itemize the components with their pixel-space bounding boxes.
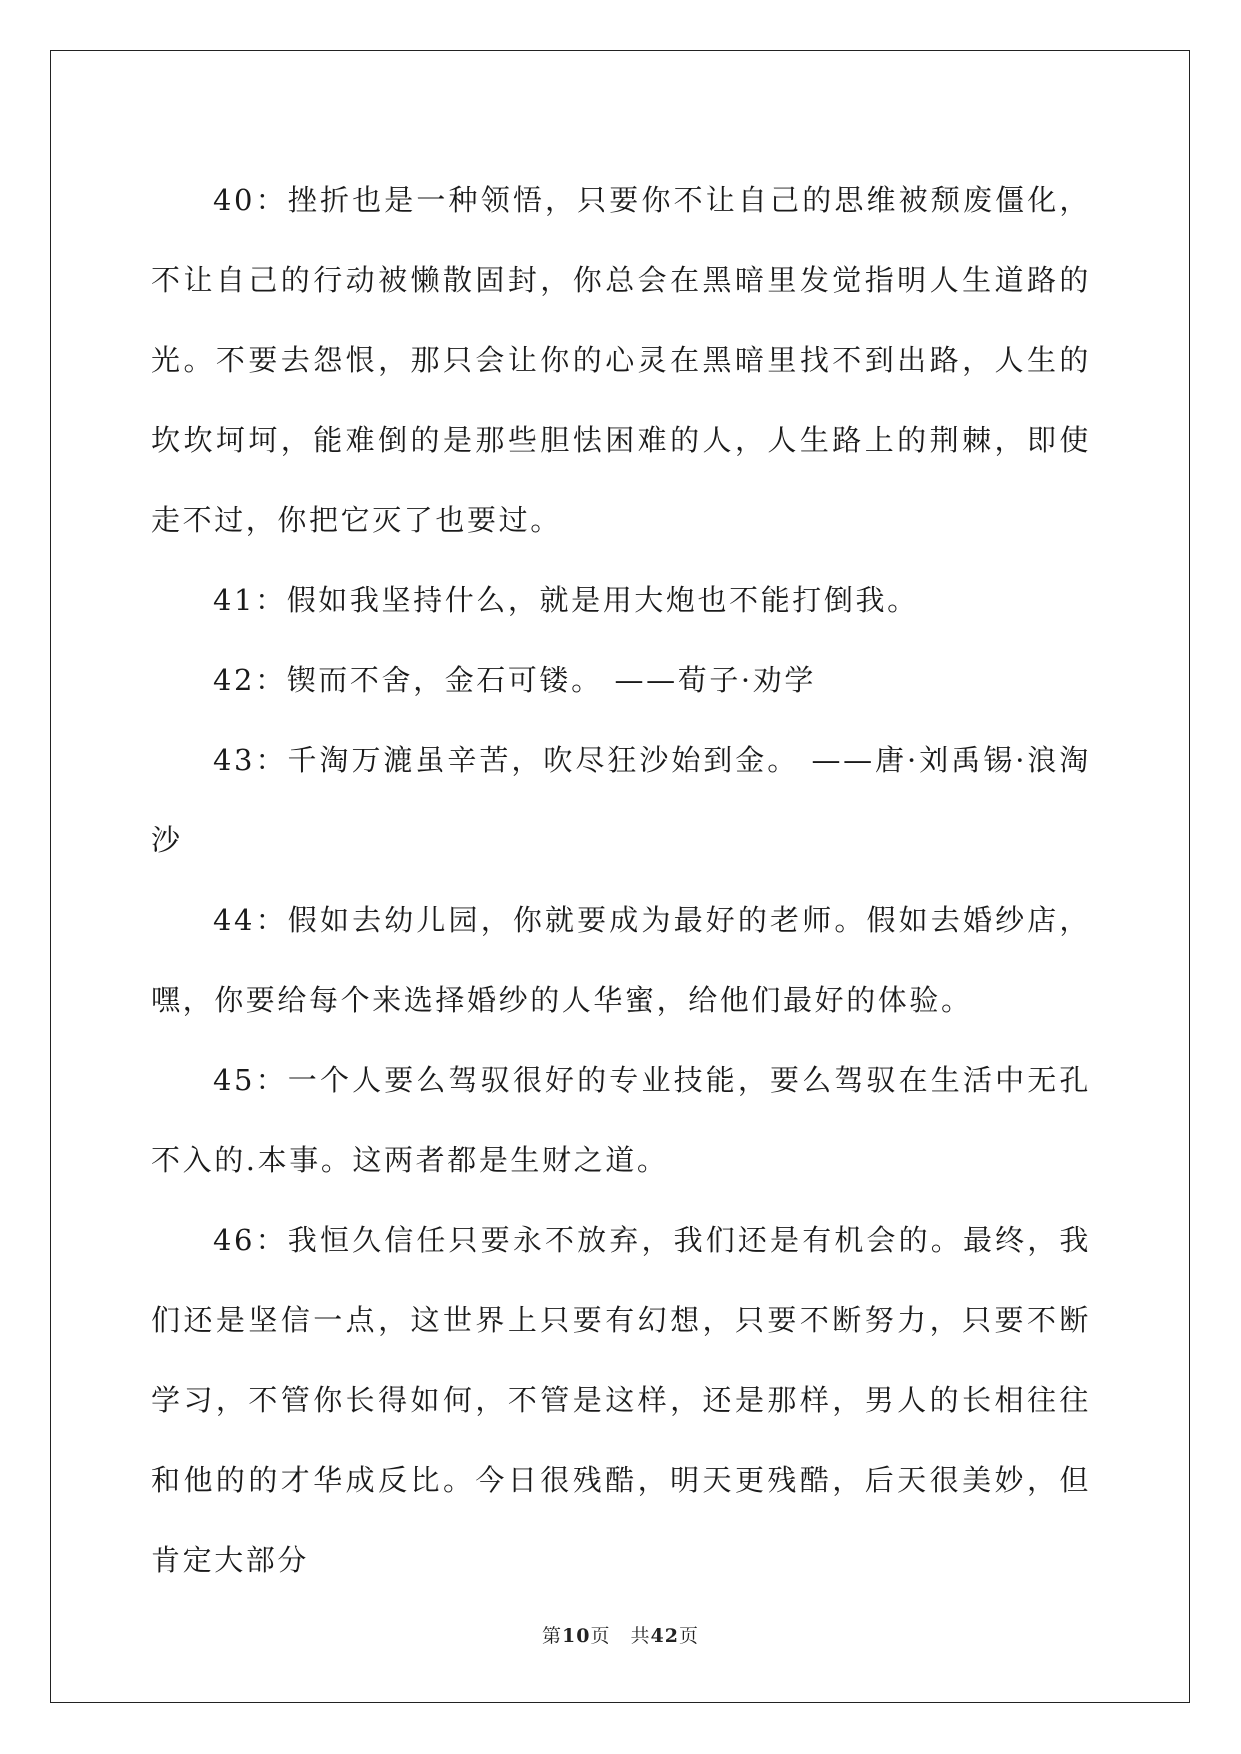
quote-paragraph-41: 41：假如我坚持什么，就是用大炮也不能打倒我。 bbox=[213, 583, 919, 617]
quote-paragraph-44: 44：假如去幼儿园，你就要成为最好的老师。假如去婚纱店，嘿，你要给每个来选择婚纱的人华蜜，给他们最好的体验。 bbox=[151, 903, 1091, 1017]
current-page-number: 10 bbox=[562, 1625, 591, 1647]
quote-paragraph-46: 46：我恒久信任只要永不放弃，我们还是有机会的。最终，我们还是坚信一点，这世界上只要有幻想，只要不断努力，只要不断学习，不管你长得如何，不管是这样，还是那样，男人的长相往往和他的的才华成反比。今日很残酷，明天更残酷，后天很美妙，但肯定大部分 bbox=[151, 1223, 1091, 1577]
quote-paragraph-40: 40：挫折也是一种领悟，只要你不让自己的思维被颓废僵化，不让自己的行动被懒散固封，你总会在黑暗里发觉指明人生道路的光。不要去怨恨，那只会让你的心灵在黑暗里找不到出路，人生的坎坎坷坷，能难倒的是那些胆怯困难的人，人生路上的荆棘，即使走不过，你把它灭了也要过。 bbox=[151, 183, 1091, 537]
quote-paragraph-42: 42：锲而不舍，金石可镂。 ——荀子·劝学 bbox=[213, 663, 816, 697]
page-footer bbox=[0, 1621, 1241, 1648]
footer-prefix: 第 bbox=[542, 1625, 563, 1647]
quote-paragraph-45: 45：一个人要么驾驭很好的专业技能，要么驾驭在生活中无孔不入的.本事。这两者都是生财之道。 bbox=[151, 1063, 1091, 1177]
total-page-number: 42 bbox=[650, 1625, 679, 1647]
footer-middle: 页 共 bbox=[590, 1625, 651, 1647]
footer-suffix: 页 bbox=[678, 1625, 699, 1647]
quote-paragraph-43: 43：千淘万漉虽辛苦，吹尽狂沙始到金。 ——唐·刘禹锡·浪淘沙 bbox=[151, 743, 1091, 857]
document-body bbox=[151, 160, 1091, 1600]
